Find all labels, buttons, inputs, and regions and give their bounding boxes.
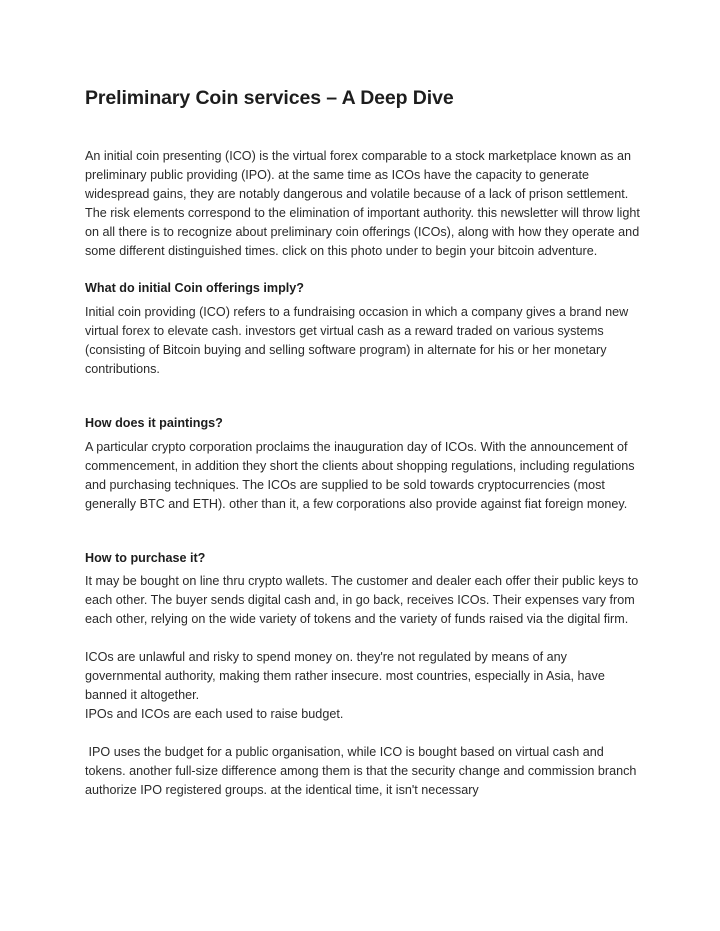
section-heading-how: How does it paintings? xyxy=(85,415,223,430)
section-body-risk: ICOs are unlawful and risky to spend money on. they're not regulated by means of any governmental authority, making them rather insecure. most countries, especially in Asia, have banned it altogether. xyxy=(85,650,605,702)
section-body-how: A particular crypto corporation proclaims the inauguration day of ICOs. With the announcement of commencement, in addition they short the clients about shopping regulations, including regulations and purchasing techniques. The ICOs are supplied to be sold towards cryptocurrencies (most generally BTC and ETH). other than it, a few corporations also provide against fiat foreign money. xyxy=(85,439,635,511)
section-body-what: Initial coin providing (ICO) refers to a fundraising occasion in which a company gives a brand new virtual forex to elevate cash. investors get virtual cash as a reward traded on various systems (consisting of Bitcoin buying and selling software program) in alternate for his or her monetary contributions. xyxy=(85,305,629,377)
intro-paragraph: An initial coin presenting (ICO) is the virtual forex comparable to a stock marketplace known as an preliminary public providing (IPO). at the same time as ICOs have the capacity to generate widespread gains, they are notably dangerous and volatile because of a lack of prison settlement. The risk elements correspond to the elimination of important authority. this newsletter will throw light on all there is to recognize about preliminary coin offerings (ICOs), along with how they operate and some different distinguished times. click on this photo under to begin your bitcoin adventure. xyxy=(85,149,640,258)
document-title: Preliminary Coin services – A Deep Dive xyxy=(85,87,454,109)
section-heading-purchase: How to purchase it? xyxy=(85,550,206,565)
section-body-purchase: It may be bought on line thru crypto wallets. The customer and dealer each offer their public keys to each other. The buyer sends digital cash and, in go back, receives ICOs. Their expenses vary from each other, relying on the wide variety of tokens and the variety of funds raised via the digital firm. xyxy=(85,574,639,627)
document-page xyxy=(85,86,645,799)
section-heading-what: What do initial Coin offerings imply? xyxy=(85,281,304,296)
section-body-ipo-difference: IPO uses the budget for a public organisation, while ICO is bought based on virtual cash and tokens. another full-size difference among them is that the security change and commission branch authorize IPO registered groups. at the identical time, it isn't necessary xyxy=(85,744,640,797)
section-body-budget: IPOs and ICOs are each used to raise budget. xyxy=(85,706,344,721)
